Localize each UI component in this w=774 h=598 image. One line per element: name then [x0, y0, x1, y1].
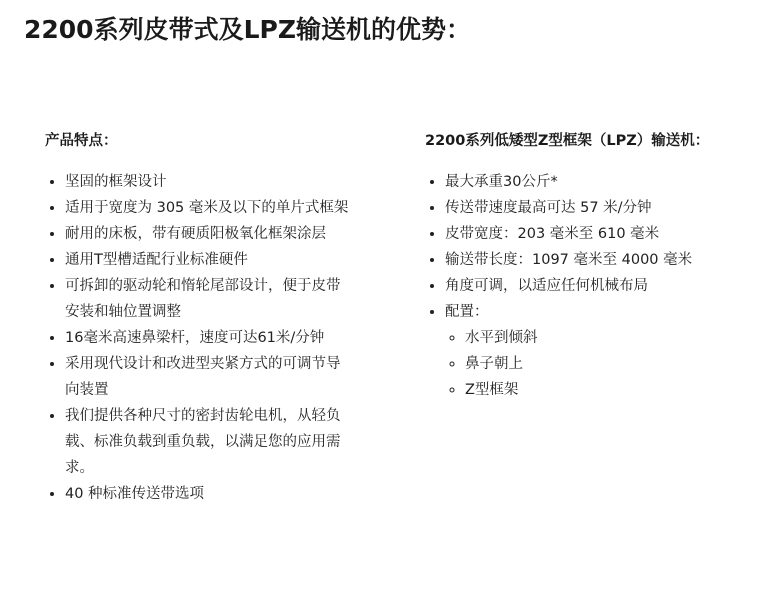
list-item: • 坚固的框架设计: [65, 169, 351, 195]
list-item: • 通用T型槽适配行业标准硬件: [65, 247, 351, 273]
list-item: • 40 种标准传送带选项: [65, 481, 351, 507]
list-item: • 采用现代设计和改进型夹紧方式的可调节导向装置: [65, 351, 351, 403]
list-item: • 我们提供各种尺寸的密封齿轮电机，从轻负载、标准负载到重负载，以满足您的应用需求。: [65, 403, 351, 481]
list-item: • 最大承重30公斤*: [445, 169, 755, 195]
list-item: • 皮带宽度：203 毫米至 610 毫米: [445, 221, 755, 247]
list-item: • 16毫米高速鼻梁杆，速度可达61米/分钟: [65, 325, 351, 351]
product-features-heading: 产品特点：: [45, 133, 118, 149]
config-option: ◦ 水平到倾斜: [465, 325, 755, 351]
lpz-conveyor-heading: 2200系列低矮型Z型框架（LPZ）输送机：: [425, 133, 710, 149]
product-features-list: [45, 169, 349, 507]
lpz-conveyor-section: [425, 128, 755, 403]
config-options-list: [445, 325, 755, 403]
list-item: • 传送带速度最高可达 57 米/分钟: [445, 195, 755, 221]
list-item: • 可拆卸的驱动轮和惰轮尾部设计，便于皮带安装和轴位置调整: [65, 273, 351, 325]
list-item: • 角度可调，以适应任何机械布局: [445, 273, 755, 299]
page-title: 2200系列皮带式及LPZ输送机的优势：: [24, 15, 471, 44]
list-item: • 适用于宽度为 305 毫米及以下的单片式框架: [65, 195, 351, 221]
config-option: ◦ 鼻子朝上: [465, 351, 755, 377]
config-label: 配置：: [445, 304, 489, 320]
config-list-item: [445, 299, 755, 403]
lpz-spec-list: [425, 169, 755, 403]
config-option: ◦ Z型框架: [465, 377, 755, 403]
product-features-section: [45, 128, 349, 507]
list-item: • 输送带长度：1097 毫米至 4000 毫米: [445, 247, 755, 273]
list-item: • 耐用的床板，带有硬质阳极氧化框架涂层: [65, 221, 351, 247]
